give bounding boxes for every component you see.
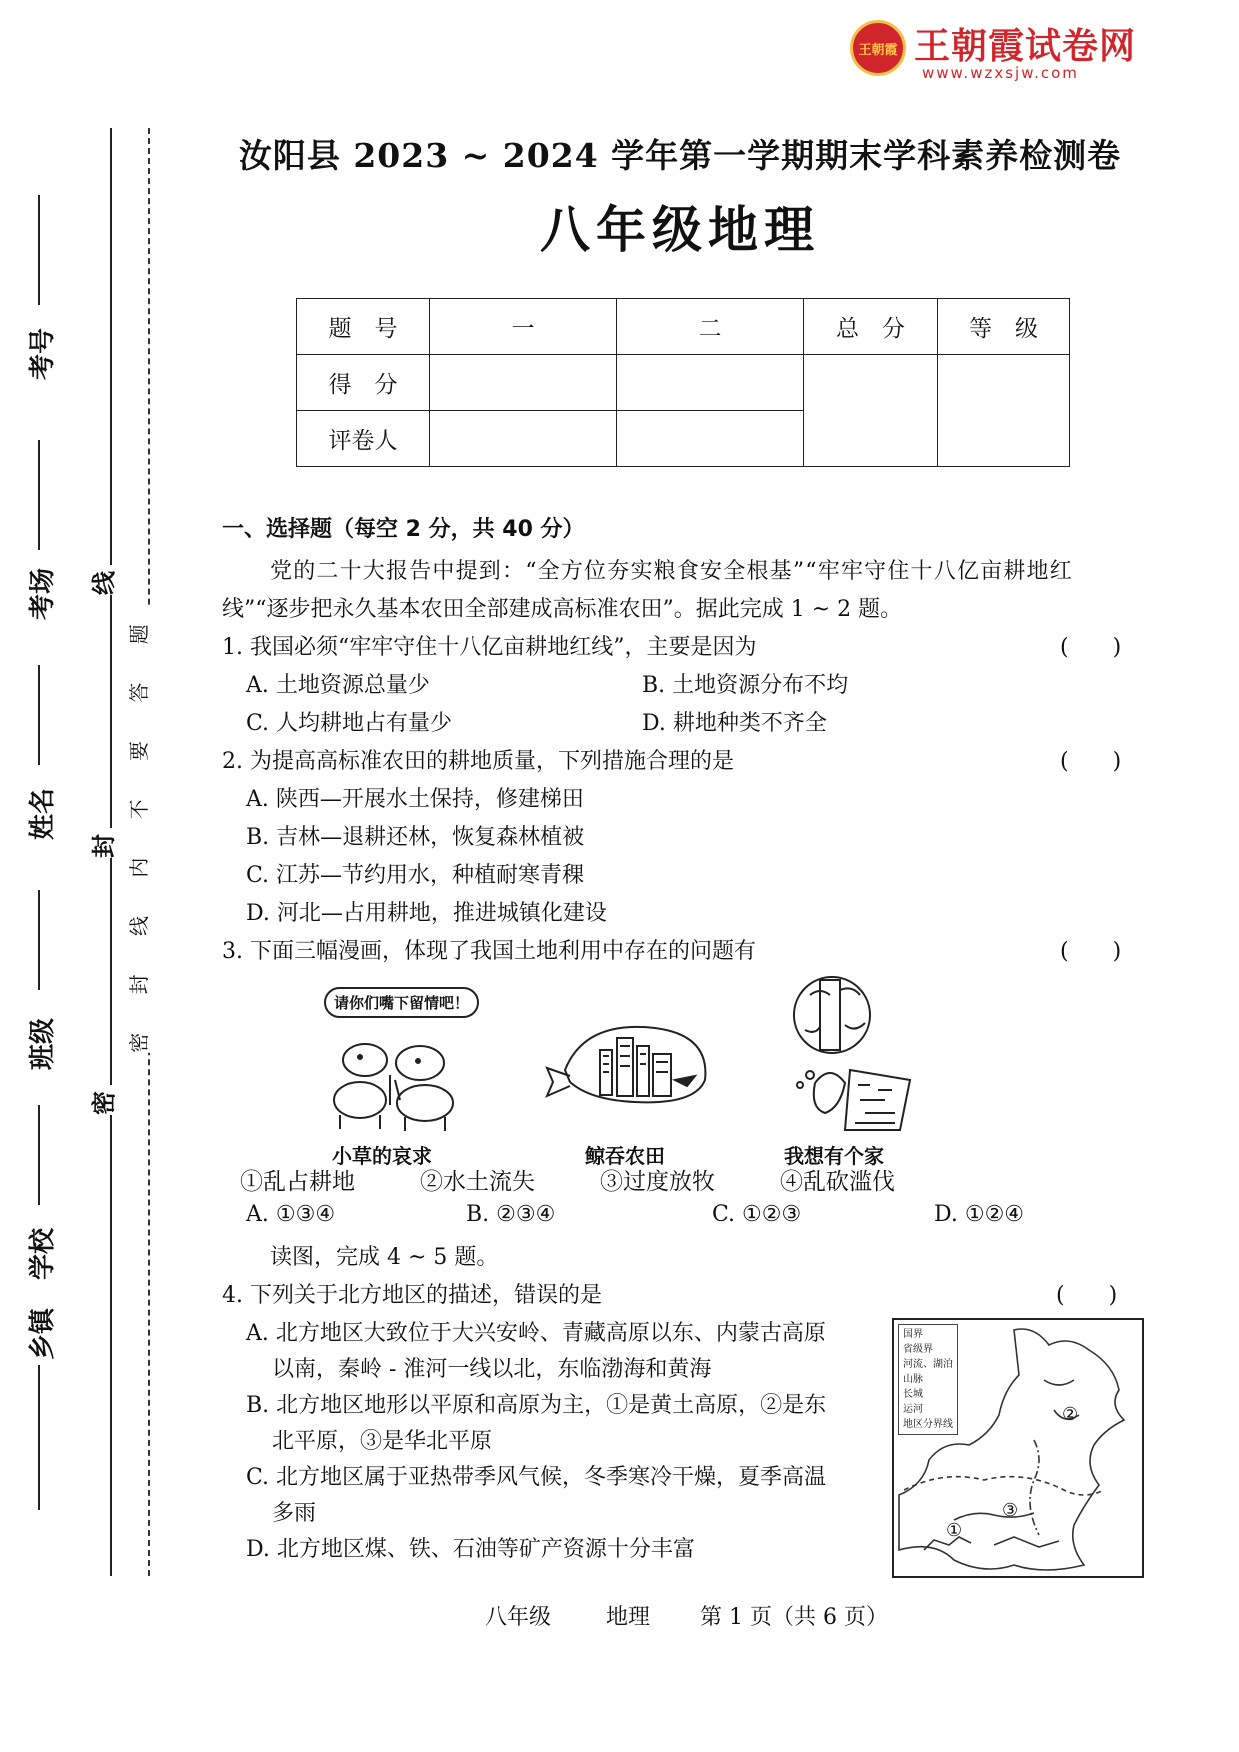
q1-answer-bracket[interactable]: ( ) (1060, 635, 1122, 660)
header-part-two: 二 (617, 299, 804, 355)
exam-title: 汝阳县 2023 ~ 2024 学年第一学期期末学科素养检测卷 (238, 136, 1122, 175)
score-cell-two[interactable] (617, 355, 804, 411)
header-part-one: 一 (430, 299, 617, 355)
caption-whale: 鲸吞农田 (585, 1144, 665, 1168)
legend-item: 河流、湖泊 (903, 1359, 953, 1370)
legend-item: 省级界 (903, 1344, 933, 1355)
legend-item: 国界 (903, 1329, 923, 1340)
caption-bird: 我想有个家 (784, 1144, 884, 1168)
name-blank[interactable] (38, 665, 40, 765)
q4-option-c-line2[interactable]: 多雨 (272, 1501, 317, 1526)
section-intro-line2: 线”“逐步把永久基本农田全部建成高标准农田”。据此完成 1 ~ 2 题。 (222, 597, 903, 622)
score-cell-one[interactable] (430, 355, 617, 411)
legend-item: 山脉 (903, 1374, 923, 1385)
grader-cell-one[interactable] (430, 411, 617, 467)
q2-stem: 2. 为提高高标准农田的耕地质量，下列措施合理的是 (222, 749, 734, 774)
map-label-2: ② (1062, 1404, 1079, 1425)
class-blank[interactable] (38, 890, 40, 990)
label-school: 学校 (28, 1227, 58, 1280)
speech-bubble: 请你们嘴下留情吧！ (324, 987, 479, 1018)
label-township: 乡镇 (28, 1307, 58, 1360)
q4-option-c-line1[interactable]: C. 北方地区属于亚热带季风气候，冬季寒冷干燥，夏季高温 (246, 1465, 827, 1490)
total-score-cell[interactable] (804, 355, 938, 467)
brand-url: www.wzxsjw.com (922, 64, 1079, 82)
header-total: 总 分 (804, 299, 938, 355)
q4-answer-bracket[interactable]: ( ) (1056, 1283, 1118, 1308)
q1-option-d[interactable]: D. 耕地种类不齐全 (642, 711, 827, 736)
cartoon-whale (545, 1010, 715, 1120)
footer-grade: 八年级 (485, 1605, 552, 1630)
q3-item-4: ④乱砍滥伐 (780, 1169, 895, 1195)
q3-item-3: ③过度放牧 (600, 1169, 715, 1195)
q3-option-c[interactable]: C. ①②③ (712, 1202, 802, 1227)
q3-option-d[interactable]: D. ①②④ (934, 1202, 1025, 1227)
q2-option-c[interactable]: C. 江苏—节约用水，种植耐寒青稞 (246, 863, 585, 888)
q1-option-c[interactable]: C. 人均耕地占有量少 (246, 711, 453, 736)
q3-item-1: ①乱占耕地 (240, 1169, 355, 1195)
q3-item-2: ②水土流失 (420, 1169, 535, 1195)
header-grade: 等 级 (938, 299, 1070, 355)
caption-grass: 小草的哀求 (332, 1144, 432, 1168)
q2-answer-bracket[interactable]: ( ) (1060, 749, 1122, 774)
q3-stem: 3. 下面三幅漫画，体现了我国土地利用中存在的问题有 (222, 939, 756, 964)
header-question-number: 题 号 (297, 299, 430, 355)
seal-word-secret: 密 (84, 1085, 114, 1115)
legend-item: 运河 (903, 1404, 923, 1415)
map-label-1: ① (946, 1520, 963, 1541)
row-score-label: 得 分 (297, 355, 430, 411)
label-exam-number: 考号 (28, 327, 58, 380)
q2-option-b[interactable]: B. 吉林—退耕还林，恢复森林植被 (246, 825, 585, 850)
legend-item: 地区分界线 (903, 1419, 953, 1430)
subject-title: 八年级地理 (540, 201, 820, 259)
grader-cell-two[interactable] (617, 411, 804, 467)
q3-answer-bracket[interactable]: ( ) (1060, 939, 1122, 964)
seal-word-line: 线 (84, 565, 114, 595)
q1-stem: 1. 我国必须“牢牢守住十八亿亩耕地红线”，主要是因为 (222, 635, 757, 660)
grade-cell[interactable] (938, 355, 1070, 467)
score-table (296, 298, 1070, 467)
q4-option-a-line2[interactable]: 以南，秦岭 - 淮河一线以北，东临渤海和黄海 (272, 1357, 712, 1382)
brand-name: 王朝霞试卷网 (914, 26, 1137, 67)
whale-drawing (545, 1010, 715, 1120)
legend-item: 长城 (903, 1389, 923, 1400)
q1-option-a[interactable]: A. 土地资源总量少 (246, 673, 430, 698)
watermark-logo (850, 14, 1150, 84)
map-legend (898, 1324, 958, 1435)
footer-subject: 地理 (606, 1605, 651, 1630)
q4-option-b-line2[interactable]: 北平原，③是华北平原 (272, 1429, 493, 1454)
q4-option-b-line1[interactable]: B. 北方地区地形以平原和高原为主，①是黄土高原，②是东 (246, 1393, 827, 1418)
seal-word-seal: 封 (84, 828, 114, 858)
label-exam-room: 考场 (28, 567, 58, 620)
q4-stem: 4. 下列关于北方地区的描述，错误的是 (222, 1283, 602, 1308)
q3-option-a[interactable]: A. ①③④ (246, 1202, 336, 1227)
q1-option-b[interactable]: B. 土地资源分布不均 (642, 673, 849, 698)
township-blank[interactable] (38, 1365, 40, 1510)
seal-notice: 密 封 线 内 不 要 答 题 (123, 608, 152, 1053)
map-label-3: ③ (1002, 1500, 1019, 1521)
cartoon-bird (770, 975, 920, 1135)
seal-notice-wrap (122, 570, 152, 1090)
read-map-instruction: 读图，完成 4 ~ 5 题。 (270, 1245, 499, 1270)
row-grader-label: 评卷人 (297, 411, 430, 467)
q3-option-b[interactable]: B. ②③④ (466, 1202, 556, 1227)
q2-option-a[interactable]: A. 陕西—开展水土保持，修建梯田 (246, 787, 584, 812)
section-title: 一、选择题（每空 2 分，共 40 分） (222, 517, 585, 542)
section-intro-line1: 党的二十大报告中提到：“全方位夯实粮食安全根基”“牢牢守住十八亿亩耕地红 (270, 559, 1073, 584)
bird-drawing (770, 975, 920, 1135)
seal-icon: 王朝霞 (850, 20, 906, 76)
label-name: 姓名 (28, 787, 58, 840)
q4-option-a-line1[interactable]: A. 北方地区大致位于大兴安岭、青藏高原以东、内蒙古高原 (246, 1321, 826, 1346)
school-blank[interactable] (38, 1105, 40, 1205)
label-class: 班级 (28, 1017, 58, 1070)
exam-room-blank[interactable] (38, 440, 40, 550)
cartoon-grass (320, 985, 480, 1135)
q2-option-d[interactable]: D. 河北—占用耕地，推进城镇化建设 (246, 901, 607, 926)
north-region-map (892, 1318, 1144, 1578)
sheep-drawing (320, 985, 480, 1135)
footer-page: 第 1 页（共 6 页） (700, 1605, 888, 1630)
exam-number-blank[interactable] (38, 195, 40, 305)
q4-option-d[interactable]: D. 北方地区煤、铁、石油等矿产资源十分丰富 (246, 1537, 695, 1562)
